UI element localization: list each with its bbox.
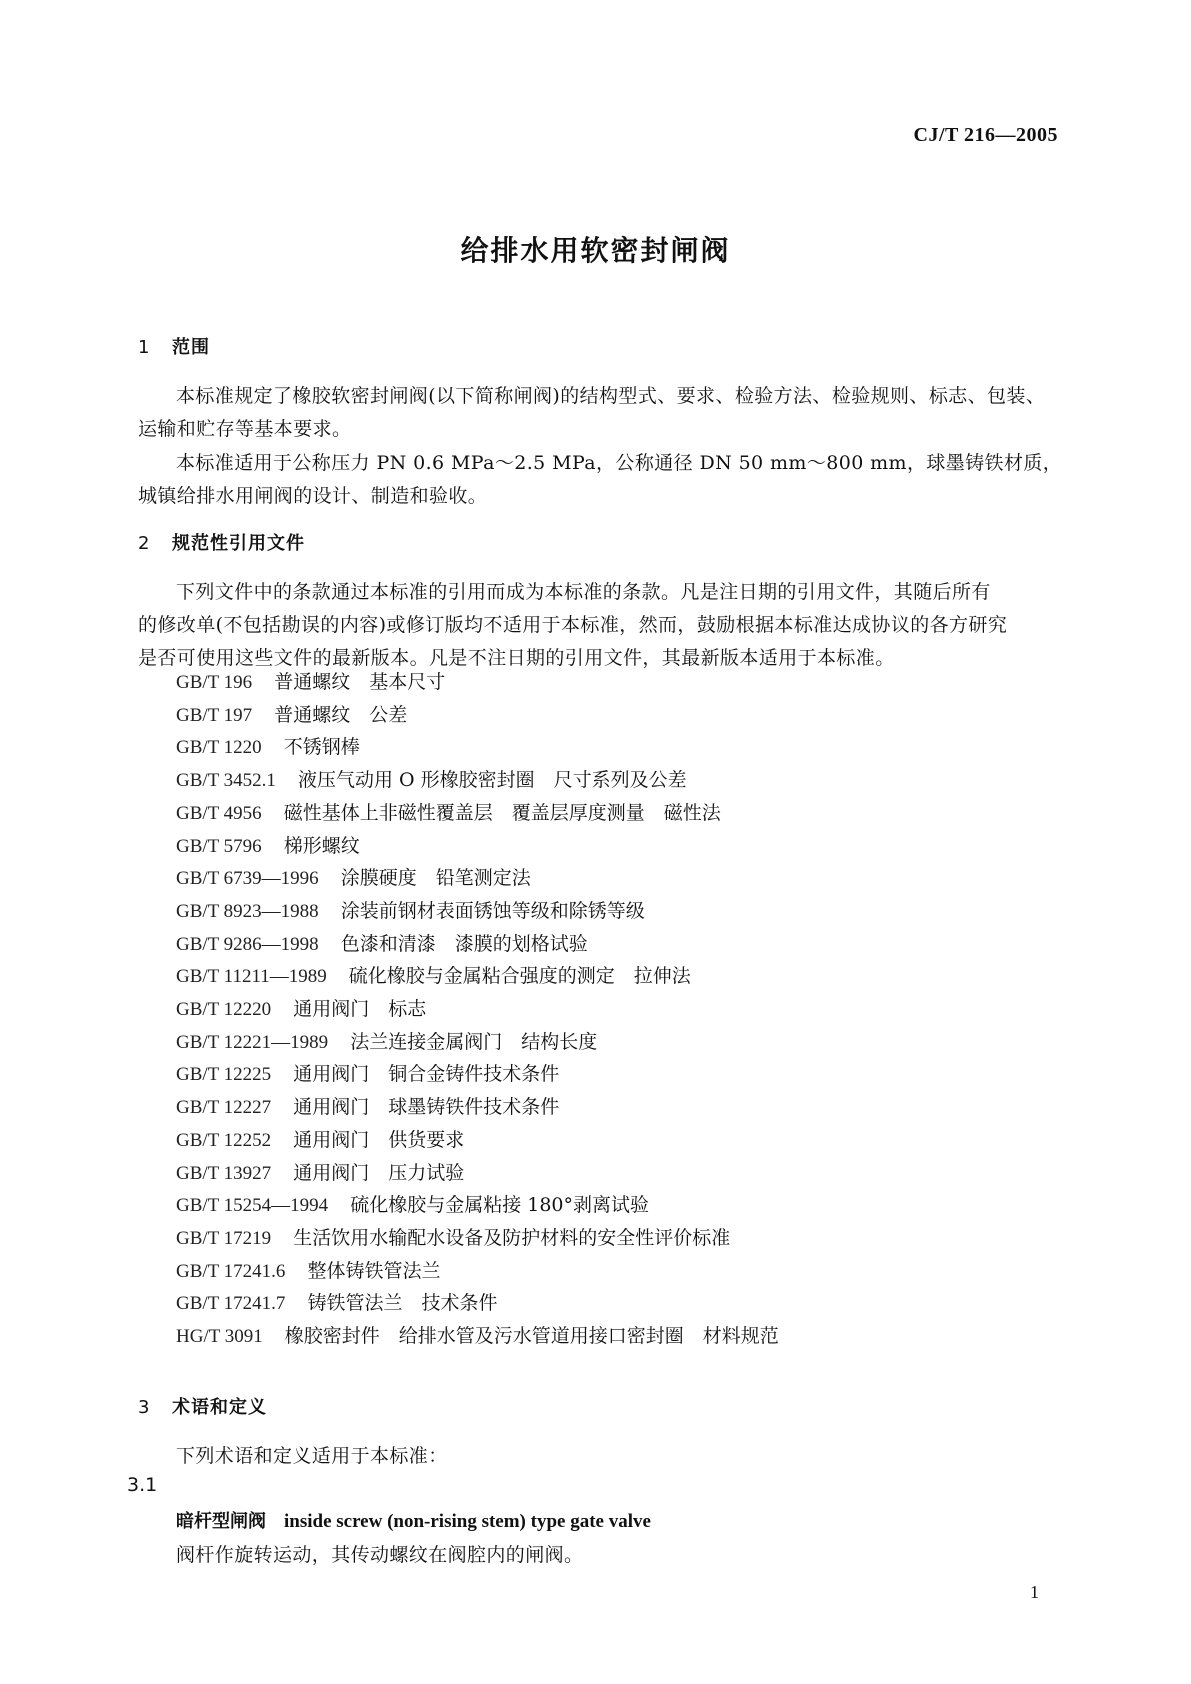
reference-item xyxy=(176,732,360,759)
reference-item xyxy=(176,1190,649,1217)
reference-title: 普通螺纹 基本尺寸 xyxy=(274,671,446,693)
reference-title: 涂装前钢材表面锈蚀等级和除锈等级 xyxy=(340,899,645,922)
reference-code: GB/T 11211—1989 xyxy=(176,966,327,988)
reference-code: GB/T 12220 xyxy=(176,999,272,1020)
section-number: 2 xyxy=(138,533,151,554)
reference-code: GB/T 6739—1996 xyxy=(176,868,319,890)
section-2-heading xyxy=(138,529,305,555)
section-1-heading xyxy=(138,333,210,359)
reference-item xyxy=(176,1223,730,1250)
reference-item xyxy=(176,961,691,988)
reference-title: 普通螺纹 公差 xyxy=(274,703,408,726)
reference-title: 液压气动用 O 形橡胶密封圈 尺寸系列及公差 xyxy=(297,769,687,792)
reference-code: GB/T 197 xyxy=(176,704,253,726)
term-number: 3.1 xyxy=(127,1474,158,1496)
page-number: 1 xyxy=(1030,1582,1039,1602)
reference-title: 通用阀门 压力试验 xyxy=(293,1161,465,1184)
term-entry xyxy=(176,1507,651,1533)
reference-title: 通用阀门 供货要求 xyxy=(293,1128,465,1151)
section-title: 术语和定义 xyxy=(172,1397,267,1418)
s2-intro-line3: 是否可使用这些文件的最新版本。凡是不注日期的引用文件，其最新版本适用于本标准。 xyxy=(138,647,895,669)
term-chinese: 暗杆型闸阀 xyxy=(176,1511,266,1532)
s2-intro-line2: 的修改单(不包括勘误的内容)或修订版均不适用于本标准，然而，鼓励根据本标准达成协议的各方研究 xyxy=(138,614,1008,636)
reference-code: GB/T 17241.6 xyxy=(176,1260,286,1282)
reference-code: GB/T 12225 xyxy=(176,1064,272,1086)
reference-item xyxy=(176,1158,464,1185)
s2-intro-line1: 下列文件中的条款通过本标准的引用而成为本标准的条款。凡是注日期的引用文件，其随后所有 xyxy=(176,581,991,603)
reference-code: GB/T 12252 xyxy=(176,1129,272,1151)
reference-title: 通用阀门 标志 xyxy=(293,998,427,1020)
reference-item xyxy=(176,1027,597,1054)
section-title: 范围 xyxy=(172,337,210,358)
reference-code: GB/T 17219 xyxy=(176,1227,272,1249)
reference-code: GB/T 4956 xyxy=(176,802,262,824)
reference-code: GB/T 12221—1989 xyxy=(176,1031,329,1053)
reference-item xyxy=(176,1288,497,1315)
reference-title: 磁性基体上非磁性覆盖层 覆盖层厚度测量 磁性法 xyxy=(283,801,721,824)
term-english: inside screw (non-rising stem) type gate valve xyxy=(284,1511,651,1532)
reference-title: 生活饮用水输配水设备及防护材料的安全性评价标准 xyxy=(293,1226,731,1249)
s1-p2-line1: 本标准适用于公称压力 PN 0.6 MPa～2.5 MPa，公称通径 DN 50 mm～800 mm，球墨铸铁材质， xyxy=(176,452,1063,474)
reference-item xyxy=(176,1059,559,1086)
reference-title: 涂膜硬度 铅笔测定法 xyxy=(340,867,531,890)
s3-intro: 下列术语和定义适用于本标准： xyxy=(176,1445,448,1467)
section-number: 1 xyxy=(138,337,151,358)
reference-title: 色漆和清漆 漆膜的划格试验 xyxy=(340,932,588,955)
reference-item xyxy=(176,667,445,694)
term-definition: 阀杆作旋转运动，其传动螺纹在阀腔内的闸阀。 xyxy=(176,1544,584,1566)
reference-code: GB/T 196 xyxy=(176,672,253,693)
s1-p1-line1: 本标准规定了橡胶软密封闸阀(以下简称闸阀)的结构型式、要求、检验方法、检验规则、标志、包装、 xyxy=(176,385,1046,407)
reference-code: GB/T 1220 xyxy=(176,737,262,759)
reference-item xyxy=(176,700,407,727)
section-number: 3 xyxy=(138,1397,151,1418)
reference-item xyxy=(176,1125,464,1152)
reference-item xyxy=(176,896,645,923)
reference-item xyxy=(176,831,360,858)
reference-code: GB/T 5796 xyxy=(176,835,262,857)
reference-code: GB/T 9286—1998 xyxy=(176,933,319,955)
reference-title: 整体铸铁管法兰 xyxy=(307,1259,441,1282)
reference-item xyxy=(176,765,687,792)
reference-item xyxy=(176,994,426,1021)
reference-code: GB/T 13927 xyxy=(176,1162,272,1184)
reference-item xyxy=(176,1321,779,1348)
reference-title: 梯形螺纹 xyxy=(283,834,360,857)
reference-code: GB/T 3452.1 xyxy=(176,770,276,792)
reference-title: 不锈钢棒 xyxy=(283,736,360,759)
reference-code: GB/T 15254—1994 xyxy=(176,1195,329,1217)
reference-title: 铸铁管法兰 技术条件 xyxy=(307,1292,498,1315)
reference-item xyxy=(176,1092,559,1119)
reference-title: 橡胶密封件 给排水管及污水管道用接口密封圈 材料规范 xyxy=(284,1325,779,1347)
section-title: 规范性引用文件 xyxy=(172,533,305,554)
reference-title: 通用阀门 铜合金铸件技术条件 xyxy=(293,1063,560,1086)
s1-p2-line2: 城镇给排水用闸阀的设计、制造和验收。 xyxy=(138,485,488,507)
reference-item xyxy=(176,1256,440,1283)
reference-item xyxy=(176,798,721,825)
document-title: 给排水用软密封闸阀 xyxy=(460,234,731,267)
standard-code: CJ/T 216—2005 xyxy=(913,124,1058,146)
reference-title: 通用阀门 球墨铸铁件技术条件 xyxy=(293,1096,560,1119)
s1-p1-line2: 运输和贮存等基本要求。 xyxy=(138,418,352,440)
reference-title: 硫化橡胶与金属粘合强度的测定 拉伸法 xyxy=(348,965,691,988)
reference-item xyxy=(176,929,588,956)
reference-code: GB/T 12227 xyxy=(176,1097,272,1119)
reference-code: GB/T 8923—1988 xyxy=(176,900,319,922)
reference-code: HG/T 3091 xyxy=(176,1326,263,1347)
reference-title: 法兰连接金属阀门 结构长度 xyxy=(350,1030,598,1053)
reference-item xyxy=(176,863,531,890)
reference-code: GB/T 17241.7 xyxy=(176,1293,286,1315)
section-3-heading xyxy=(138,1393,267,1419)
reference-title: 硫化橡胶与金属粘接 180°剥离试验 xyxy=(350,1194,649,1217)
